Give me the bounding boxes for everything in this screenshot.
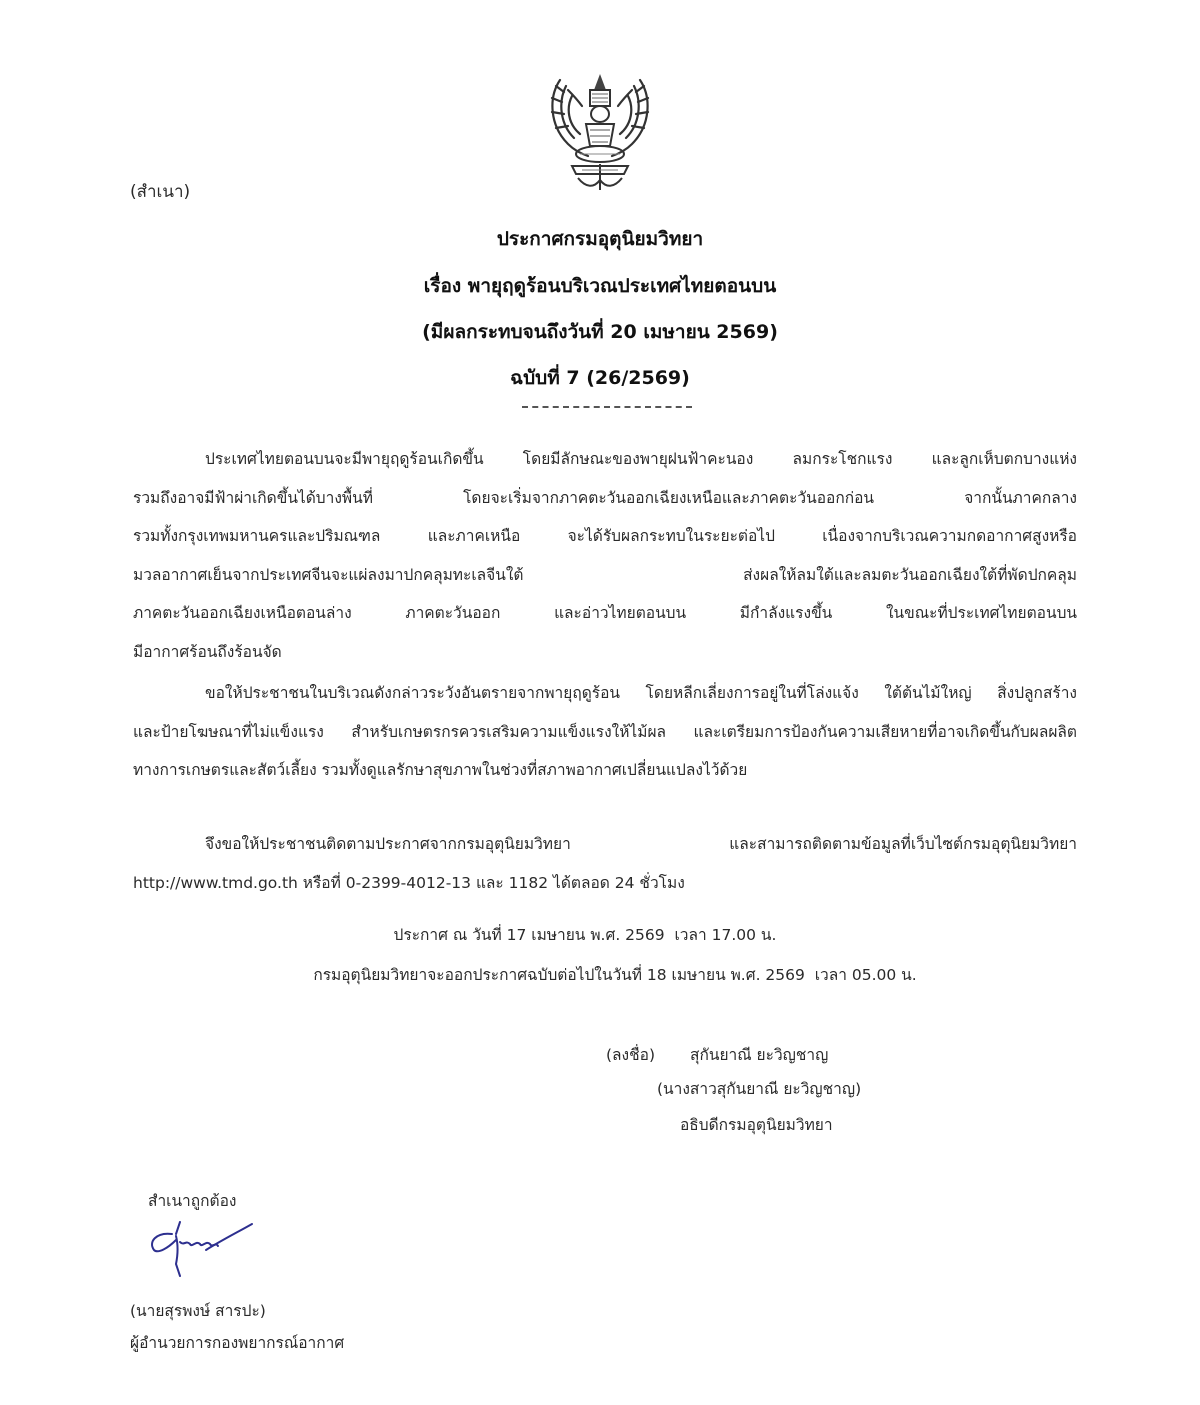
paragraph-line: รวมถึงอาจมีฟ้าผ่าเกิดขึ้นได้บางพื้นที่ โดยจะเริ่มจากภาคตะวันออกเฉียงเหนือและภาคตะวันออกก่อน จากนั้นภาคกลาง [133,488,1077,507]
handwritten-signature-icon [146,1218,258,1280]
paragraph-forecast [133,440,1077,671]
signatory-label: (ลงชื่อ) [606,1046,655,1064]
announcement-issue-number: ฉบับที่ 7 (26/2569) [510,367,690,389]
signatory-full-name: (นางสาวสุกันยาณี ยะวิญชาญ) [657,1080,862,1098]
announcement-datetime: ประกาศ ณ วันที่ 17 เมษายน พ.ศ. 2569 เวลา 17.00 น. [393,926,777,944]
garuda-emblem-icon [538,68,662,196]
paragraph-line: ขอให้ประชาชนในบริเวณดังกล่าวระวังอันตรายจากพายุฤดูร้อน โดยหลีกเลี่ยงการอยู่ในที่โล่งแจ้ง ใต้ต้นไม้ใหญ่ สิ่งปลูกสร้าง [205,684,1077,702]
certifier-name: (นายสุรพงษ์ สารปะ) [130,1302,266,1320]
signatory-signed-name: สุกันยาณี ยะวิญชาญ [690,1046,829,1064]
copy-label: (สำเนา) [130,182,191,202]
certifier-position: ผู้อำนวยการกองพยากรณ์อากาศ [130,1334,345,1352]
paragraph-line: จึงขอให้ประชาชนติดตามประกาศจากกรมอุตุนิยมวิทยา และสามารถติดตามข้อมูลที่เว็บไซต์กรมอุตุนิยมวิทยา [205,835,1077,853]
paragraph-line: มีอากาศร้อนถึงร้อนจัด [133,642,282,661]
paragraph-line: ทางการเกษตรและสัตว์เลี้ยง รวมทั้งดูแลรักษาสุขภาพในช่วงที่สภาพอากาศเปลี่ยนแปลงไว้ด้วย [133,761,748,779]
separator-line [522,406,692,408]
paragraph-line: มวลอากาศเย็นจากประเทศจีนจะแผ่ลงมาปกคลุมทะเลจีนใต้ ส่งผลให้ลมใต้และลมตะวันออกเฉียงใต้ที่พัดปกคลุม [133,565,1077,584]
announcement-effective-date: (มีผลกระทบจนถึงวันที่ 20 เมษายน 2569) [422,321,778,343]
announcement-title: ประกาศกรมอุตุนิยมวิทยา [496,228,704,250]
contact-line-website: http://www.tmd.go.th หรือที่ 0-2399-4012-13 และ 1182 ได้ตลอด 24 ชั่วโมง [133,873,685,892]
paragraph-contact [133,825,1077,902]
paragraph-precautions [133,674,1077,790]
paragraph-line: และป้ายโฆษณาที่ไม่แข็งแรง สำหรับเกษตรกรควรเสริมความแข็งแรงให้ไม้ผล และเตรียมการป้องกันความเสียหายที่อาจเกิดขึ้นกับผลผลิต [133,722,1077,741]
certified-copy-label: สำเนาถูกต้อง [148,1192,237,1210]
paragraph-line: ประเทศไทยตอนบนจะมีพายุฤดูร้อนเกิดขึ้น โดยมีลักษณะของพายุฝนฟ้าคะนอง ลมกระโชกแรง และลูกเห็บตกบางแห่ง [205,450,1077,468]
next-issue-datetime: กรมอุตุนิยมวิทยาจะออกประกาศฉบับต่อไปในวันที่ 18 เมษายน พ.ศ. 2569 เวลา 05.00 น. [313,966,917,984]
paragraph-line: ภาคตะวันออกเฉียงเหนือตอนล่าง ภาคตะวันออก และอ่าวไทยตอนบน มีกำลังแรงขึ้น ในขณะที่ประเทศไทยตอนบน [133,604,1077,622]
signatory-position: อธิบดีกรมอุตุนิยมวิทยา [680,1116,833,1134]
paragraph-line: รวมทั้งกรุงเทพมหานครและปริมณฑล และภาคเหนือ จะได้รับผลกระทบในระยะต่อไป เนื่องจากบริเวณความกดอากาศสูงหรือ [133,527,1077,545]
announcement-subject: เรื่อง พายุฤดูร้อนบริเวณประเทศไทยตอนบน [423,275,777,297]
